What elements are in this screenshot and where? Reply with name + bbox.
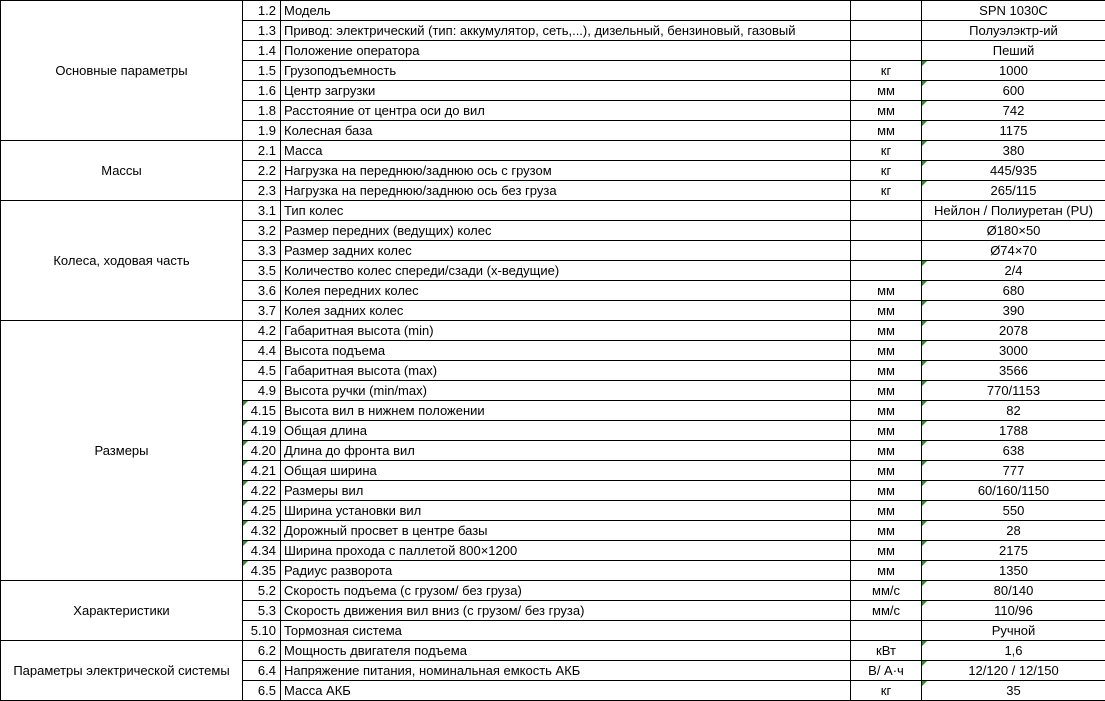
cell-comment-marker-icon: [922, 421, 927, 426]
row-number: [243, 601, 281, 621]
value-cell: [922, 561, 1105, 581]
unit: мм: [851, 421, 922, 441]
value-cell: [922, 81, 1105, 101]
cell-comment-marker-icon: [243, 401, 248, 406]
table-row: [1, 641, 1105, 661]
row-number-text: 3.5: [257, 263, 276, 278]
cell-comment-marker-icon: [922, 521, 927, 526]
parameter-name: Тормозная система: [281, 621, 851, 641]
row-number-text: 5.10: [250, 623, 276, 638]
parameter-name: Колесная база: [281, 121, 851, 141]
unit: мм: [851, 121, 922, 141]
value-text: 1788: [999, 423, 1028, 438]
spec-table-body: [1, 1, 1105, 701]
row-number: [243, 101, 281, 121]
row-number-text: 1.3: [257, 23, 276, 38]
row-number-text: 1.6: [257, 83, 276, 98]
row-number-text: 4.35: [250, 563, 276, 578]
unit: [851, 21, 922, 41]
unit: мм: [851, 81, 922, 101]
parameter-name: Привод: электрический (тип: аккумулятор, сеть,...), дизельный, бензиновый, газовый: [281, 21, 851, 41]
row-number: [243, 301, 281, 321]
row-number-text: 4.19: [250, 423, 276, 438]
unit: мм: [851, 381, 922, 401]
unit: [851, 221, 922, 241]
value-cell: [922, 361, 1105, 381]
value-text: 82: [1006, 403, 1021, 418]
parameter-name: Общая ширина: [281, 461, 851, 481]
value-text: 3000: [999, 343, 1028, 358]
value-cell: [922, 1, 1105, 21]
cell-comment-marker-icon: [922, 181, 927, 186]
unit: [851, 1, 922, 21]
parameter-name: Модель: [281, 1, 851, 21]
value-cell: [922, 541, 1105, 561]
parameter-name: Масса: [281, 141, 851, 161]
unit: кг: [851, 141, 922, 161]
unit: мм: [851, 361, 922, 381]
parameter-name: Масса АКБ: [281, 681, 851, 701]
parameter-name: Напряжение питания, номинальная емкость АКБ: [281, 661, 851, 681]
row-number: [243, 441, 281, 461]
row-number: [243, 281, 281, 301]
parameter-name: Скорость движения вил вниз (с грузом/ без груза): [281, 601, 851, 621]
value-text: 445/935: [990, 163, 1037, 178]
value-cell: [922, 261, 1105, 281]
unit: мм: [851, 521, 922, 541]
parameter-name: Скорость подъема (с грузом/ без груза): [281, 581, 851, 601]
value-cell: [922, 101, 1105, 121]
row-number: [243, 241, 281, 261]
unit: кг: [851, 681, 922, 701]
parameter-name: Радиус разворота: [281, 561, 851, 581]
row-number-text: 6.4: [257, 663, 276, 678]
value-text: Ø74×70: [990, 243, 1037, 258]
value-cell: [922, 341, 1105, 361]
row-number-text: 4.25: [250, 503, 276, 518]
cell-comment-marker-icon: [922, 341, 927, 346]
parameter-name: Размер передних (ведущих) колес: [281, 221, 851, 241]
row-number: [243, 1, 281, 21]
cell-comment-marker-icon: [243, 501, 248, 506]
parameter-name: Общая длина: [281, 421, 851, 441]
group-label: Размеры: [1, 321, 243, 581]
row-number-text: 1.9: [257, 123, 276, 138]
parameter-name: Тип колес: [281, 201, 851, 221]
unit: кг: [851, 181, 922, 201]
unit: мм: [851, 101, 922, 121]
group-label: Колеса, ходовая часть: [1, 201, 243, 321]
value-cell: [922, 381, 1105, 401]
row-number-text: 4.34: [250, 543, 276, 558]
row-number: [243, 381, 281, 401]
value-text: 390: [1002, 303, 1025, 318]
row-number: [243, 401, 281, 421]
parameter-name: Дорожный просвет в центре базы: [281, 521, 851, 541]
row-number: [243, 161, 281, 181]
value-text: 3566: [999, 363, 1028, 378]
row-number: [243, 621, 281, 641]
row-number: [243, 641, 281, 661]
row-number-text: 3.3: [257, 243, 276, 258]
row-number-text: 3.1: [257, 203, 276, 218]
row-number: [243, 661, 281, 681]
row-number-text: 5.2: [257, 583, 276, 598]
value-text: 1,6: [1004, 643, 1023, 658]
unit: мм: [851, 541, 922, 561]
row-number-text: 2.1: [257, 143, 276, 158]
row-number-text: 1.5: [257, 63, 276, 78]
cell-comment-marker-icon: [922, 581, 927, 586]
row-number-text: 3.2: [257, 223, 276, 238]
row-number: [243, 181, 281, 201]
table-row: [1, 141, 1105, 161]
value-text: SPN 1030C: [979, 3, 1048, 18]
unit: кг: [851, 161, 922, 181]
row-number-text: 5.3: [257, 603, 276, 618]
row-number-text: 1.2: [257, 3, 276, 18]
cell-comment-marker-icon: [922, 401, 927, 406]
row-number: [243, 541, 281, 561]
value-text: 265/115: [990, 183, 1037, 198]
value-cell: [922, 321, 1105, 341]
value-cell: [922, 641, 1105, 661]
unit: мм: [851, 461, 922, 481]
row-number-text: 4.32: [250, 523, 276, 538]
parameter-name: Габаритная высота (max): [281, 361, 851, 381]
unit: мм: [851, 561, 922, 581]
unit: [851, 621, 922, 641]
cell-comment-marker-icon: [922, 661, 927, 666]
unit: мм: [851, 341, 922, 361]
value-text: 1350: [999, 563, 1028, 578]
unit: [851, 261, 922, 281]
value-cell: [922, 581, 1105, 601]
value-text: Полуэлэктр-ий: [969, 23, 1058, 38]
cell-comment-marker-icon: [922, 501, 927, 506]
value-text: Ø180×50: [986, 223, 1041, 238]
parameter-name: Длина до фронта вил: [281, 441, 851, 461]
unit: мм: [851, 501, 922, 521]
cell-comment-marker-icon: [922, 81, 927, 86]
group-label: Характеристики: [1, 581, 243, 641]
row-number-text: 4.21: [250, 463, 276, 478]
value-text: 380: [1002, 143, 1025, 158]
parameter-name: Высота ручки (min/max): [281, 381, 851, 401]
cell-comment-marker-icon: [922, 61, 927, 66]
value-cell: [922, 41, 1105, 61]
group-label: Основные параметры: [1, 1, 243, 141]
value-text: 770/1153: [986, 383, 1041, 398]
row-number: [243, 341, 281, 361]
row-number-text: 4.2: [257, 323, 276, 338]
value-text: 12/120 / 12/150: [968, 663, 1059, 678]
table-row: [1, 321, 1105, 341]
parameter-name: Нагрузка на переднюю/заднюю ось с грузом: [281, 161, 851, 181]
cell-comment-marker-icon: [922, 641, 927, 646]
value-text: 638: [1002, 443, 1025, 458]
parameter-name: Размеры вил: [281, 481, 851, 501]
table-row: [1, 1, 1105, 21]
cell-comment-marker-icon: [922, 121, 927, 126]
value-cell: [922, 241, 1105, 261]
value-text: Пеший: [992, 43, 1035, 58]
value-text: Ручной: [991, 623, 1036, 638]
cell-comment-marker-icon: [922, 561, 927, 566]
row-number: [243, 481, 281, 501]
parameter-name: Высота подъема: [281, 341, 851, 361]
row-number: [243, 121, 281, 141]
parameter-name: Центр загрузки: [281, 81, 851, 101]
value-cell: [922, 181, 1105, 201]
value-cell: [922, 681, 1105, 701]
parameter-name: Колея задних колес: [281, 301, 851, 321]
value-cell: [922, 501, 1105, 521]
row-number: [243, 461, 281, 481]
value-text: 777: [1002, 463, 1025, 478]
cell-comment-marker-icon: [243, 521, 248, 526]
unit: мм/с: [851, 601, 922, 621]
value-cell: [922, 281, 1105, 301]
cell-comment-marker-icon: [922, 381, 927, 386]
cell-comment-marker-icon: [243, 541, 248, 546]
table-row: [1, 581, 1105, 601]
row-number-text: 4.9: [257, 383, 276, 398]
row-number-text: 6.2: [257, 643, 276, 658]
value-text: 28: [1006, 523, 1021, 538]
row-number-text: 1.8: [257, 103, 276, 118]
value-text: 680: [1002, 283, 1025, 298]
row-number-text: 3.7: [257, 303, 276, 318]
row-number: [243, 81, 281, 101]
unit: мм: [851, 441, 922, 461]
row-number-text: 3.6: [257, 283, 276, 298]
parameter-name: Положение оператора: [281, 41, 851, 61]
unit: [851, 241, 922, 261]
row-number-text: 4.22: [250, 483, 276, 498]
unit: [851, 201, 922, 221]
table-row: [1, 201, 1105, 221]
unit: мм: [851, 481, 922, 501]
cell-comment-marker-icon: [922, 601, 927, 606]
row-number: [243, 21, 281, 41]
value-text: 742: [1002, 103, 1025, 118]
parameter-name: Габаритная высота (min): [281, 321, 851, 341]
value-cell: [922, 301, 1105, 321]
cell-comment-marker-icon: [922, 321, 927, 326]
value-cell: [922, 481, 1105, 501]
row-number: [243, 41, 281, 61]
cell-comment-marker-icon: [243, 561, 248, 566]
cell-comment-marker-icon: [922, 361, 927, 366]
row-number-text: 2.3: [257, 183, 276, 198]
parameter-name: Колея передних колес: [281, 281, 851, 301]
value-text: 80/140: [993, 583, 1034, 598]
row-number-text: 6.5: [257, 683, 276, 698]
cell-comment-marker-icon: [922, 101, 927, 106]
value-text: 550: [1002, 503, 1025, 518]
cell-comment-marker-icon: [922, 261, 927, 266]
parameter-name: Количество колес спереди/сзади (x-ведущие): [281, 261, 851, 281]
parameter-name: Мощность двигателя подъема: [281, 641, 851, 661]
row-number: [243, 321, 281, 341]
cell-comment-marker-icon: [922, 541, 927, 546]
unit: В/ А·ч: [851, 661, 922, 681]
unit: мм: [851, 401, 922, 421]
unit: мм: [851, 301, 922, 321]
cell-comment-marker-icon: [922, 481, 927, 486]
value-text: 2/4: [1004, 263, 1023, 278]
unit: мм: [851, 281, 922, 301]
value-cell: [922, 441, 1105, 461]
group-label: Массы: [1, 141, 243, 201]
value-cell: [922, 621, 1105, 641]
row-number: [243, 521, 281, 541]
row-number-text: 4.20: [250, 443, 276, 458]
value-text: 2078: [999, 323, 1028, 338]
cell-comment-marker-icon: [922, 161, 927, 166]
cell-comment-marker-icon: [922, 301, 927, 306]
unit: [851, 41, 922, 61]
unit: мм: [851, 321, 922, 341]
parameter-name: Высота вил в нижнем положении: [281, 401, 851, 421]
row-number: [243, 261, 281, 281]
parameter-name: Размер задних колес: [281, 241, 851, 261]
value-cell: [922, 201, 1105, 221]
row-number: [243, 501, 281, 521]
value-cell: [922, 221, 1105, 241]
value-text: 1175: [999, 123, 1028, 138]
value-text: 60/160/1150: [977, 483, 1050, 498]
unit: кВт: [851, 641, 922, 661]
row-number: [243, 581, 281, 601]
value-text: 110/96: [994, 603, 1033, 618]
value-cell: [922, 461, 1105, 481]
value-cell: [922, 601, 1105, 621]
cell-comment-marker-icon: [922, 441, 927, 446]
group-label: Параметры электрической системы: [1, 641, 243, 701]
unit: кг: [851, 61, 922, 81]
row-number-text: 4.5: [257, 363, 276, 378]
parameter-name: Ширина прохода с паллетой 800×1200: [281, 541, 851, 561]
cell-comment-marker-icon: [922, 281, 927, 286]
row-number: [243, 221, 281, 241]
parameter-name: Ширина установки вил: [281, 501, 851, 521]
value-cell: [922, 141, 1105, 161]
value-cell: [922, 401, 1105, 421]
row-number-text: 4.4: [257, 343, 276, 358]
row-number-text: 4.15: [250, 403, 276, 418]
parameter-name: Нагрузка на переднюю/заднюю ось без груза: [281, 181, 851, 201]
value-text: Нейлон / Полиуретан (PU): [934, 203, 1093, 218]
row-number-text: 2.2: [257, 163, 276, 178]
row-number: [243, 141, 281, 161]
value-cell: [922, 121, 1105, 141]
value-cell: [922, 421, 1105, 441]
unit: мм/с: [851, 581, 922, 601]
row-number: [243, 201, 281, 221]
value-text: 1000: [999, 63, 1028, 78]
row-number: [243, 561, 281, 581]
cell-comment-marker-icon: [243, 421, 248, 426]
parameter-name: Грузоподъемность: [281, 61, 851, 81]
cell-comment-marker-icon: [243, 441, 248, 446]
parameter-name: Расстояние от центра оси до вил: [281, 101, 851, 121]
row-number-text: 1.4: [257, 43, 276, 58]
row-number: [243, 361, 281, 381]
value-cell: [922, 161, 1105, 181]
value-cell: [922, 521, 1105, 541]
row-number: [243, 421, 281, 441]
value-cell: [922, 21, 1105, 41]
cell-comment-marker-icon: [922, 141, 927, 146]
row-number: [243, 681, 281, 701]
cell-comment-marker-icon: [243, 481, 248, 486]
value-text: 600: [1002, 83, 1025, 98]
cell-comment-marker-icon: [243, 461, 248, 466]
cell-comment-marker-icon: [922, 461, 927, 466]
value-cell: [922, 61, 1105, 81]
value-cell: [922, 661, 1105, 681]
value-text: 2175: [999, 543, 1028, 558]
cell-comment-marker-icon: [922, 681, 927, 686]
value-text: 35: [1006, 683, 1021, 698]
row-number: [243, 61, 281, 81]
